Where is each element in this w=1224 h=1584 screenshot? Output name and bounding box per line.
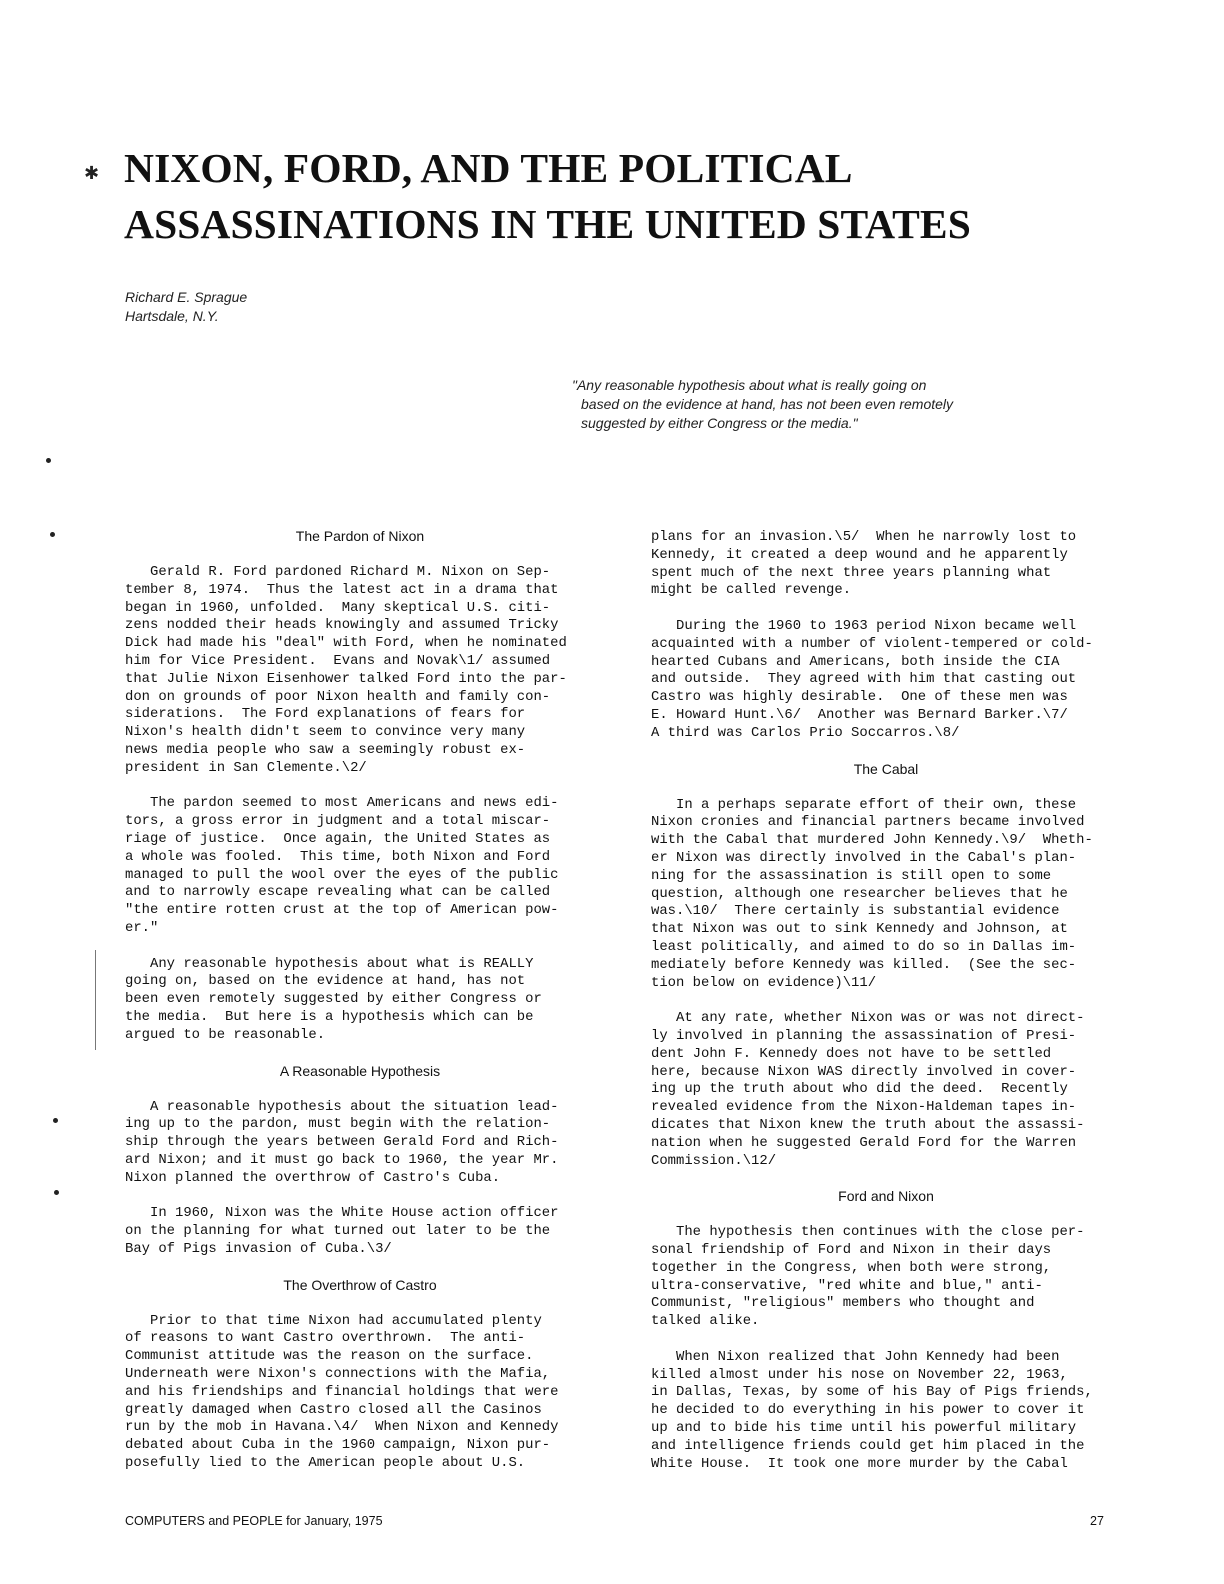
text-line: been even remotely suggested by either Congress or	[125, 991, 542, 1008]
text-line: Nixon cronies and financial partners became involved	[651, 814, 1085, 831]
text-line: The hypothesis then continues with the close per-	[651, 1224, 1085, 1241]
paragraph	[651, 529, 1151, 600]
text-line: managed to pull the wool over the eyes of the public	[125, 866, 559, 883]
section-heading: Ford and Nixon	[838, 1188, 934, 1205]
section-heading: A Reasonable Hypothesis	[279, 1062, 441, 1079]
epigraph-line: suggested by either Congress or the media."	[581, 415, 858, 431]
text-line: zens nodded their heads knowingly and assumed Tricky	[125, 617, 559, 634]
text-line: er."	[125, 919, 159, 936]
scan-speck	[50, 532, 55, 537]
paragraph	[125, 795, 625, 937]
text-line: dicates that Nixon knew the truth about the assassi-	[651, 1116, 1085, 1133]
text-line: run by the mob in Havana.\4/ When Nixon and Kennedy	[125, 1419, 559, 1436]
text-line: nation when he suggested Gerald Ford for the Warren	[651, 1134, 1077, 1151]
text-line: him for Vice President. Evans and Novak\1/ assumed	[125, 652, 551, 669]
text-line: A third was Carlos Prio Soccarros.\8/	[651, 724, 960, 741]
epigraph-line: "Any reasonable hypothesis about what is really going on	[572, 377, 927, 393]
text-line: siderations. The Ford explanations of fears for	[125, 706, 526, 723]
text-line: argued to be reasonable.	[125, 1026, 326, 1043]
text-line: At any rate, whether Nixon was or was not direct-	[651, 1010, 1085, 1027]
text-line: of reasons to want Castro overthrown. The anti-	[125, 1330, 526, 1347]
paragraph	[125, 1313, 625, 1473]
text-line: In 1960, Nixon was the White House action officer	[125, 1205, 559, 1222]
text-line: Kennedy, it created a deep wound and he apparently	[651, 546, 1068, 563]
text-line: The pardon seemed to most Americans and news edi-	[125, 795, 559, 812]
text-line: White House. It took one more murder by the Cabal	[651, 1455, 1068, 1472]
page-number: 27	[1090, 1514, 1104, 1528]
scan-speck	[46, 458, 51, 463]
text-line: posefully lied to the American people about U.S.	[125, 1455, 526, 1472]
right-column	[651, 529, 1151, 1473]
text-line: together in the Congress, when both were strong,	[651, 1259, 1052, 1276]
text-line: greatly damaged when Castro closed all the Casinos	[125, 1401, 542, 1418]
text-line: ultra-conservative, "red white and blue," anti-	[651, 1277, 1043, 1294]
text-line: news media people who saw a seemingly robust ex-	[125, 741, 526, 758]
article-title	[124, 140, 1124, 252]
text-line: president in San Clemente.\2/	[125, 759, 367, 776]
footer-publication: COMPUTERS and PEOPLE for January, 1975	[125, 1514, 383, 1528]
title-line-2: ASSASSINATIONS IN THE UNITED STATES	[124, 201, 971, 247]
text-line: mediately before Kennedy was killed. (See the sec-	[651, 956, 1077, 973]
paragraph	[651, 1010, 1151, 1170]
text-line: and outside. They agreed with him that casting out	[651, 671, 1077, 688]
text-line: When Nixon realized that John Kennedy had been	[651, 1348, 1060, 1365]
text-line: a whole was fooled. This time, both Nixon and Ford	[125, 848, 551, 865]
text-line: was.\10/ There certainly is substantial evidence	[651, 903, 1060, 920]
text-line: During the 1960 to 1963 period Nixon became well	[651, 617, 1077, 634]
text-line: and to narrowly escape revealing what can be called	[125, 884, 551, 901]
scan-speck	[53, 1118, 58, 1123]
text-line: Castro was highly desirable. One of these men was	[651, 689, 1068, 706]
text-line: Commission.\12/	[651, 1152, 777, 1169]
text-line: sonal friendship of Ford and Nixon in their days	[651, 1242, 1052, 1259]
text-line: Communist attitude was the reason on the surface.	[125, 1348, 534, 1365]
text-line: ing up to the pardon, must begin with the relation-	[125, 1116, 551, 1133]
epigraph-line: based on the evidence at hand, has not been even remotely	[581, 396, 954, 412]
text-line: in Dallas, Texas, by some of his Bay of Pigs friends,	[651, 1384, 1093, 1401]
text-line: on the planning for what turned out later to be the	[125, 1223, 551, 1240]
text-line: dent John F. Kennedy does not have to be settled	[651, 1045, 1052, 1062]
text-line: Underneath were Nixon's connections with the Mafia,	[125, 1366, 551, 1383]
text-line: least politically, and aimed to do so in Dallas im-	[651, 938, 1077, 955]
text-line: ard Nixon; and it must go back to 1960, the year Mr.	[125, 1151, 559, 1168]
text-line: and his friendships and financial holdings that were	[125, 1383, 559, 1400]
paragraph	[125, 1099, 625, 1188]
text-line: began in 1960, unfolded. Many skeptical U.S. citi-	[125, 599, 551, 616]
text-line: Any reasonable hypothesis about what is REALLY	[125, 955, 534, 972]
text-line: ing up the truth about who did the deed. Recently	[651, 1081, 1068, 1098]
section-heading: The Overthrow of Castro	[283, 1276, 437, 1293]
scan-speck	[54, 1190, 59, 1195]
text-line: Prior to that time Nixon had accumulated plenty	[125, 1312, 542, 1329]
section-heading: The Pardon of Nixon	[295, 528, 425, 544]
text-line: with the Cabal that murdered John Kennedy.\9/ Wheth-	[651, 832, 1093, 849]
text-line: might be called revenge.	[651, 582, 852, 599]
text-line: In a perhaps separate effort of their own, these	[651, 796, 1077, 813]
paragraph	[125, 956, 625, 1045]
text-line: Bay of Pigs invasion of Cuba.\3/	[125, 1240, 392, 1257]
text-line: going on, based on the evidence at hand, has not	[125, 973, 526, 990]
text-line: A reasonable hypothesis about the situation lead-	[125, 1098, 559, 1115]
text-line: tion below on evidence)\11/	[651, 974, 877, 991]
paragraph	[651, 1349, 1151, 1474]
text-line: killed almost under his nose on November 22, 1963,	[651, 1366, 1068, 1383]
text-line: "the entire rotten crust at the top of American pow-	[125, 902, 559, 919]
text-line: ning for the assassination is still open to some	[651, 867, 1052, 884]
text-line: the media. But here is a hypothesis which can be	[125, 1008, 534, 1025]
text-line: er Nixon was directly involved in the Cabal's plan-	[651, 849, 1077, 866]
text-line: ship through the years between Gerald Ford and Rich-	[125, 1134, 559, 1151]
text-line: revealed evidence from the Nixon-Haldeman tapes in-	[651, 1099, 1077, 1116]
text-line: ly involved in planning the assassination of Presi-	[651, 1027, 1077, 1044]
text-line: that Nixon was out to sink Kennedy and Johnson, at	[651, 921, 1068, 938]
paragraph	[651, 797, 1151, 993]
text-line: talked alike.	[651, 1313, 760, 1330]
paragraph	[651, 618, 1151, 743]
text-line: plans for an invasion.\5/ When he narrowly lost to	[651, 529, 1077, 545]
paragraph	[125, 564, 625, 778]
text-line: don on grounds of poor Nixon health and family con-	[125, 688, 551, 705]
text-line: that Julie Nixon Eisenhower talked Ford into the par-	[125, 670, 567, 687]
text-line: Nixon's health didn't seem to convince very many	[125, 724, 526, 741]
text-line: Communist, "religious" members who thought and	[651, 1295, 1035, 1312]
text-line: Gerald R. Ford pardoned Richard M. Nixon on Sep-	[125, 564, 551, 580]
author-block	[125, 288, 247, 326]
left-column	[125, 527, 625, 1473]
text-line: he decided to do everything in his power to cover it	[651, 1402, 1085, 1419]
text-line: tember 8, 1974. Thus the latest act in a drama that	[125, 581, 559, 598]
text-line: Dick had made his "deal" with Ford, when he nominated	[125, 635, 567, 652]
text-line: spent much of the next three years planning what	[651, 564, 1052, 581]
section-heading: The Cabal	[853, 760, 919, 777]
author-name: Richard E. Sprague	[125, 289, 248, 305]
author-location: Hartsdale, N.Y.	[125, 308, 219, 324]
text-line: up and to bide his time until his powerful military	[651, 1420, 1077, 1437]
text-line: riage of justice. Once again, the United States as	[125, 830, 551, 847]
epigraph	[572, 376, 1032, 433]
margin-rule	[95, 950, 96, 1050]
paragraph	[651, 1224, 1151, 1331]
text-line: question, although one researcher believes that he	[651, 885, 1068, 902]
text-line: Nixon planned the overthrow of Castro's Cuba.	[125, 1169, 501, 1186]
text-line: debated about Cuba in the 1960 campaign, Nixon pur-	[125, 1437, 551, 1454]
text-line: here, because Nixon WAS directly involved in cover-	[651, 1063, 1077, 1080]
text-line: tors, a gross error in judgment and a total miscar-	[125, 813, 551, 830]
text-line: hearted Cubans and Americans, both inside the CIA	[651, 653, 1060, 670]
text-line: acquainted with a number of violent-tempered or cold-	[651, 635, 1093, 652]
paragraph	[125, 1205, 625, 1258]
star-mark-icon: ✱	[84, 163, 100, 184]
text-line: and intelligence friends could get him placed in the	[651, 1437, 1085, 1454]
title-line-1: NIXON, FORD, AND THE POLITICAL	[124, 145, 853, 191]
text-line: E. Howard Hunt.\6/ Another was Bernard Barker.\7/	[651, 706, 1068, 723]
